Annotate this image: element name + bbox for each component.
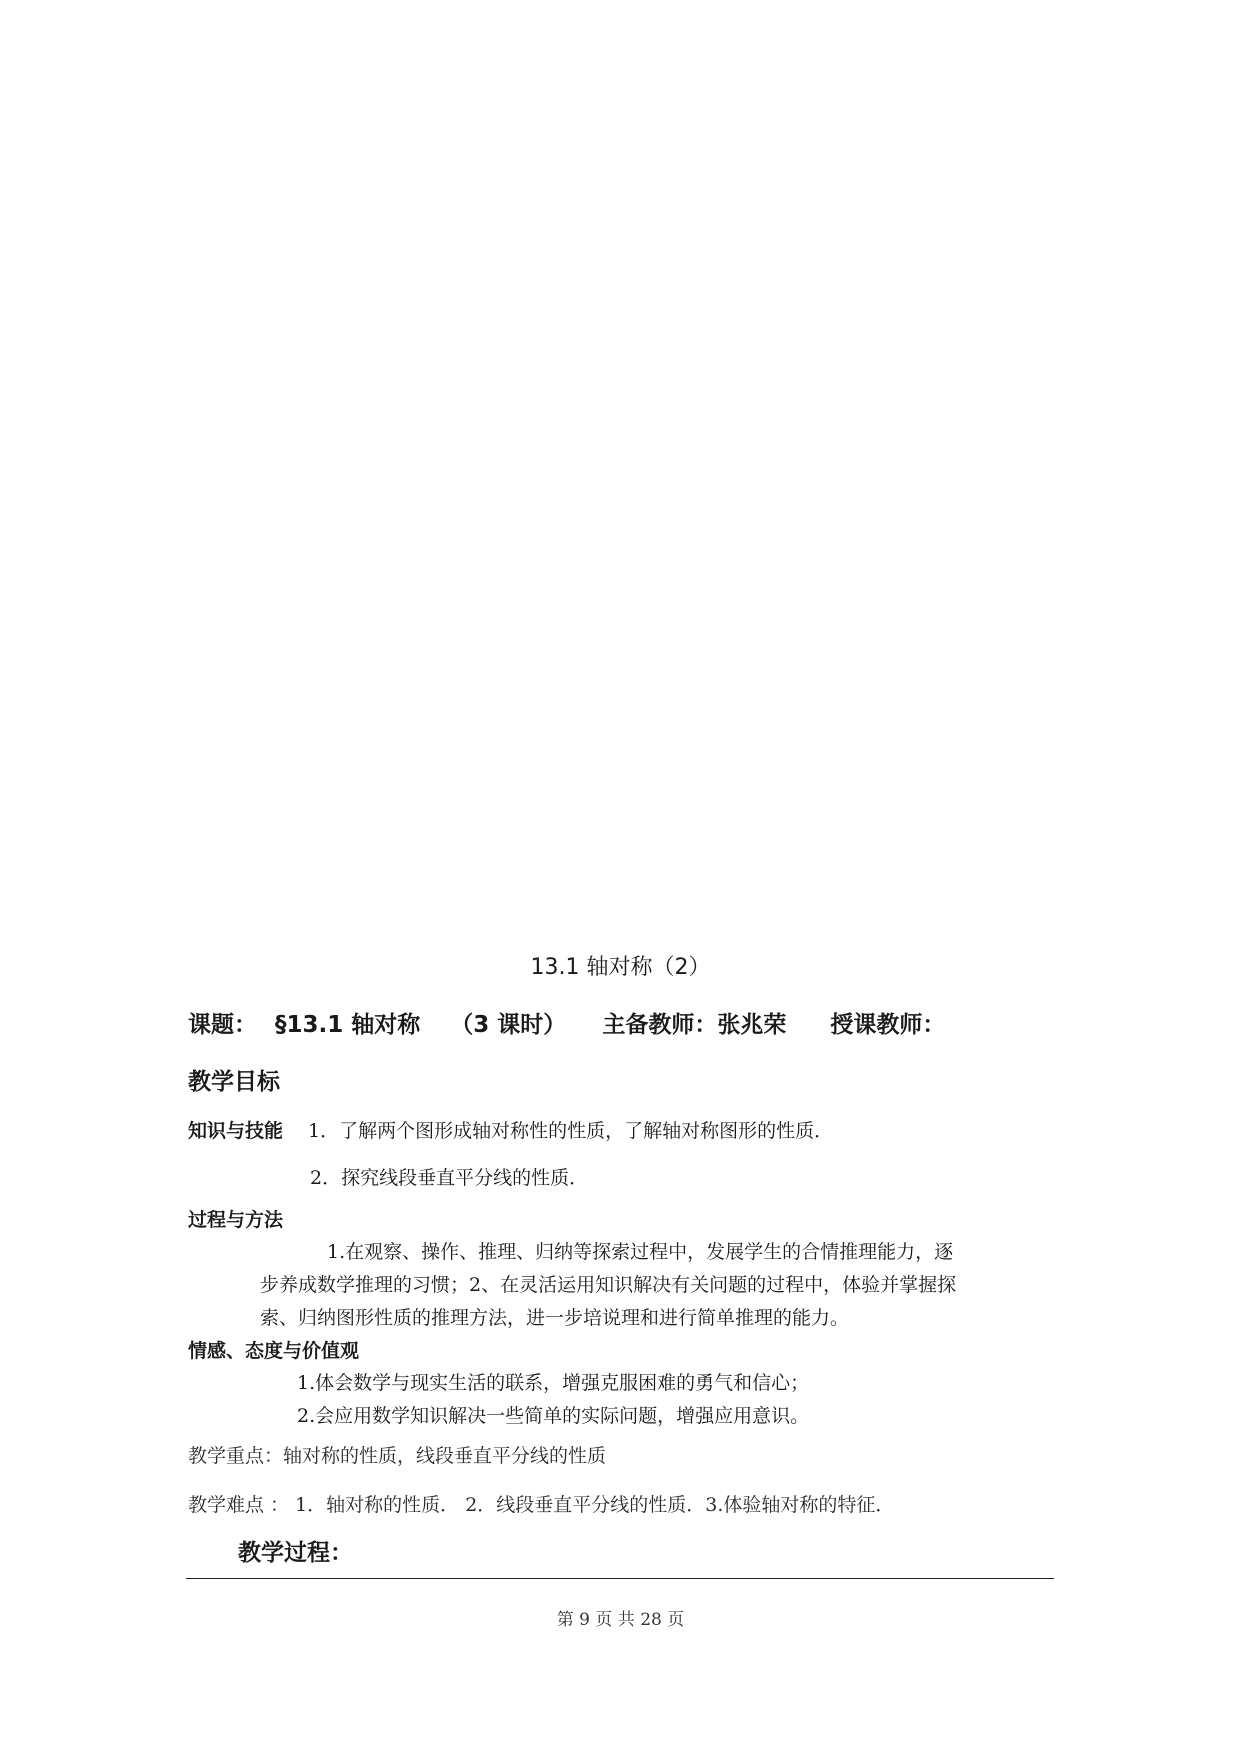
knowledge-skills-item: 2．探究线段垂直平分线的性质． xyxy=(310,1167,589,1189)
process-methods-line: 1.在观察、操作、推理、归纳等探索过程中，发展学生的合情推理能力，逐 xyxy=(327,1241,954,1263)
process-heading: 教学过程： xyxy=(238,1540,353,1566)
teaching-teacher: 授课教师： xyxy=(830,1012,946,1038)
process-methods-label: 过程与方法 xyxy=(188,1209,284,1231)
goals-heading: 教学目标 xyxy=(188,1069,280,1095)
knowledge-skills-item: 1．了解两个图形成轴对称性的性质，了解轴对称图形的性质． xyxy=(308,1120,834,1142)
difficulties: 教学难点 ： 1．轴对称的性质． 2．线段垂直平分线的性质．3.体验轴对称的特征． xyxy=(188,1494,895,1516)
process-methods-line: 步养成数学推理的习惯；2、在灵活运用知识解决有关问题的过程中，体验并掌握探 xyxy=(260,1274,957,1296)
footer-divider xyxy=(186,1578,1054,1579)
lesson-header xyxy=(188,1006,945,1039)
attitudes-item: 1.体会数学与现实生活的联系，增强克服困难的勇气和信心； xyxy=(297,1372,810,1394)
topic-label: 课题： xyxy=(188,1012,257,1038)
knowledge-skills-label: 知识与技能 xyxy=(188,1120,284,1142)
page-number: 第 9 页 共 28 页 xyxy=(556,1610,685,1630)
process-methods-line: 索、归纳图形性质的推理方法，进一步培说理和进行简单推理的能力。 xyxy=(260,1307,850,1329)
attitudes-item: 2.会应用数学知识解决一些简单的实际问题，增强应用意识。 xyxy=(297,1405,810,1427)
attitudes-label: 情感、态度与价值观 xyxy=(188,1340,360,1362)
lead-teacher: 主备教师：张兆荣 xyxy=(602,1012,787,1038)
document-title: 13.1 轴对称（2） xyxy=(530,955,711,980)
periods: （3 课时） xyxy=(450,1012,567,1038)
topic-value: §13.1 轴对称 xyxy=(275,1012,421,1038)
key-points: 教学重点：轴对称的性质，线段垂直平分线的性质 xyxy=(188,1445,607,1467)
